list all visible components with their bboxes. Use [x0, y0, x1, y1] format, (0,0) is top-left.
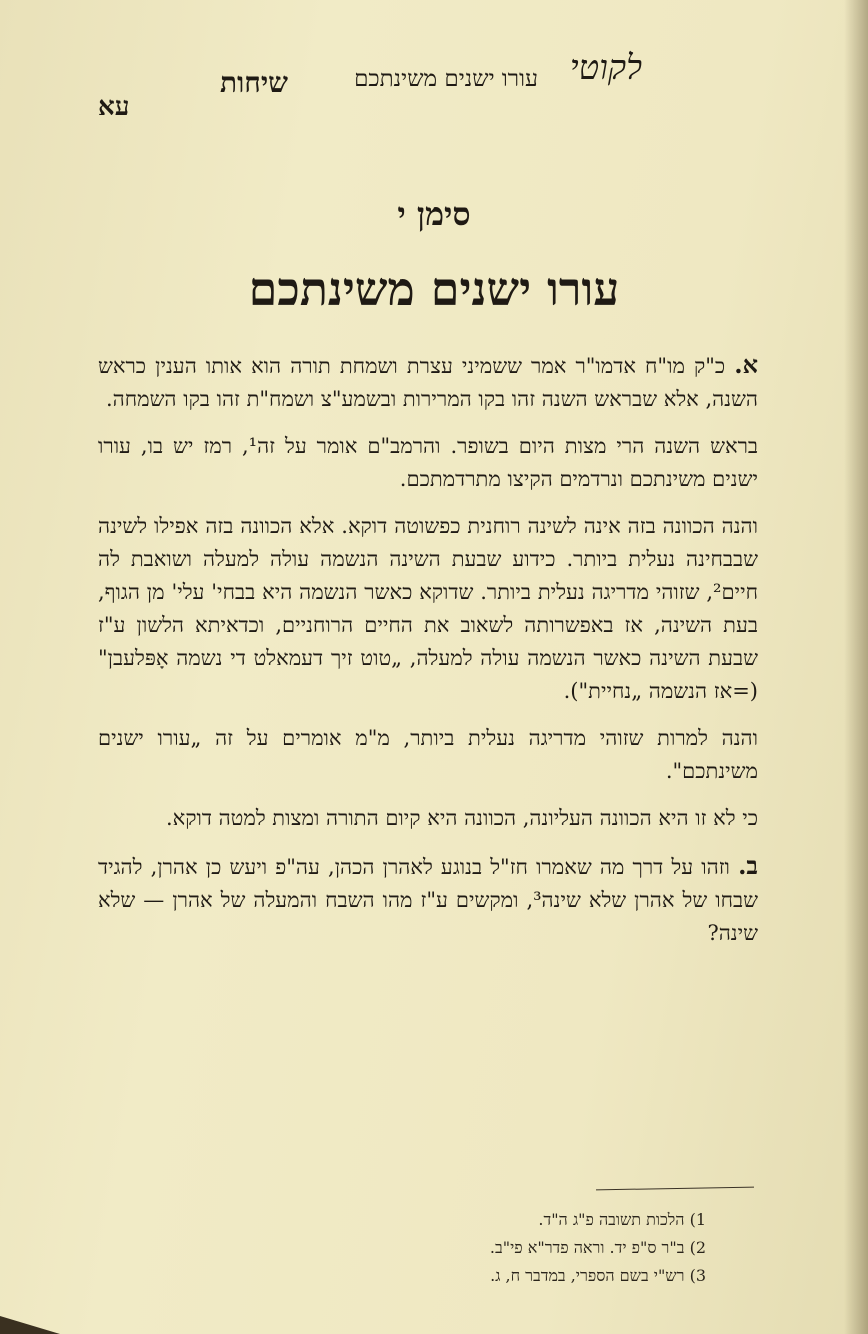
paragraph-text: כי לא זו היא הכוונה העליונה, הכוונה היא קיום התורה ומצות למטה דוקא.	[165, 806, 758, 830]
running-header-section: שיחות	[220, 66, 288, 99]
footnote: 2) ב"ר ס"פ יד. וראה פדר"א פי"ב.	[489, 1238, 706, 1257]
paragraph-text: בראש השנה הרי מצות היום בשופר. והרמב"ם אומר על זה¹, רמז יש בו, עורו ישנים משינתכם ונרדמים הקיצו מתרדמתכם.	[98, 434, 759, 491]
footnote: 3) רש"י בשם הספרי, במדבר ח, ג.	[490, 1266, 706, 1285]
footnote-divider	[596, 1187, 754, 1191]
chapter-number: סימן י	[397, 195, 471, 233]
paragraph	[98, 802, 758, 835]
paragraph	[98, 722, 758, 788]
paragraph-text: כ"ק מו"ח אדמו"ר אמר ששמיני עצרת ושמחת תורה הוא אותו הענין כראש השנה, אלא שבראש השנה זהו בקו המרירות ובשמע"צ ושמח"ת זהו בקו השמחה.	[98, 354, 758, 411]
paragraph-letter: ב.	[738, 851, 758, 880]
paragraph	[98, 430, 758, 496]
body-text	[98, 348, 758, 964]
paragraph-text: וזהו על דרך מה שאמרו חז"ל בנוגע לאהרן הכהן, עה"פ ויעש כן אהרן, להגיד שבחו של אהרן שלא שינה³, ומקשים ע"ז מהו השבח והמעלה של אהרן — שלא שינה?	[98, 855, 758, 945]
table-corner	[0, 1304, 60, 1334]
running-header-title: עורו ישנים משינתכם	[354, 66, 538, 92]
paragraph-text: והנה למרות שזוהי מדריגה נעלית ביותר, מ"מ אומרים על זה „עורו ישנים משינתכם".	[98, 726, 758, 783]
running-header-book: לקוטי	[569, 48, 642, 88]
paragraph-text: והנה הכוונה בזה אינה לשינה רוחנית כפשוטה דוקא. אלא הכוונה בזה אפילו לשינה שבבחינה נעלית ביותר. כידוע שבעת השינה הנשמה עולה למעלה ושואבת לה חיים², שזוהי מדריגה נעלית ביותר. שדוקא כאשר הנשמה היא בבחי' עלי' מן הגוף, בעת השינה, אז באפשרותה לשאוב את החיים הרוחניים, וכדאיתא הלשון ע"ז שבעת השינה כאשר הנשמה עולה למעלה, „טוט זיך דעמאלט די נשמה אָפּלעבן" (=אז הנשמה „נחיית").	[98, 514, 758, 703]
paragraph	[98, 510, 758, 708]
chapter-title: עורו ישנים משינתכם	[248, 262, 620, 316]
paragraph	[98, 849, 758, 950]
page-number: עא	[98, 92, 130, 122]
footnotes	[100, 1206, 706, 1290]
paragraph-letter: א.	[734, 350, 758, 379]
footnote: 1) הלכות תשובה פ"ג ה"ד.	[538, 1210, 706, 1229]
paragraph	[98, 348, 758, 416]
